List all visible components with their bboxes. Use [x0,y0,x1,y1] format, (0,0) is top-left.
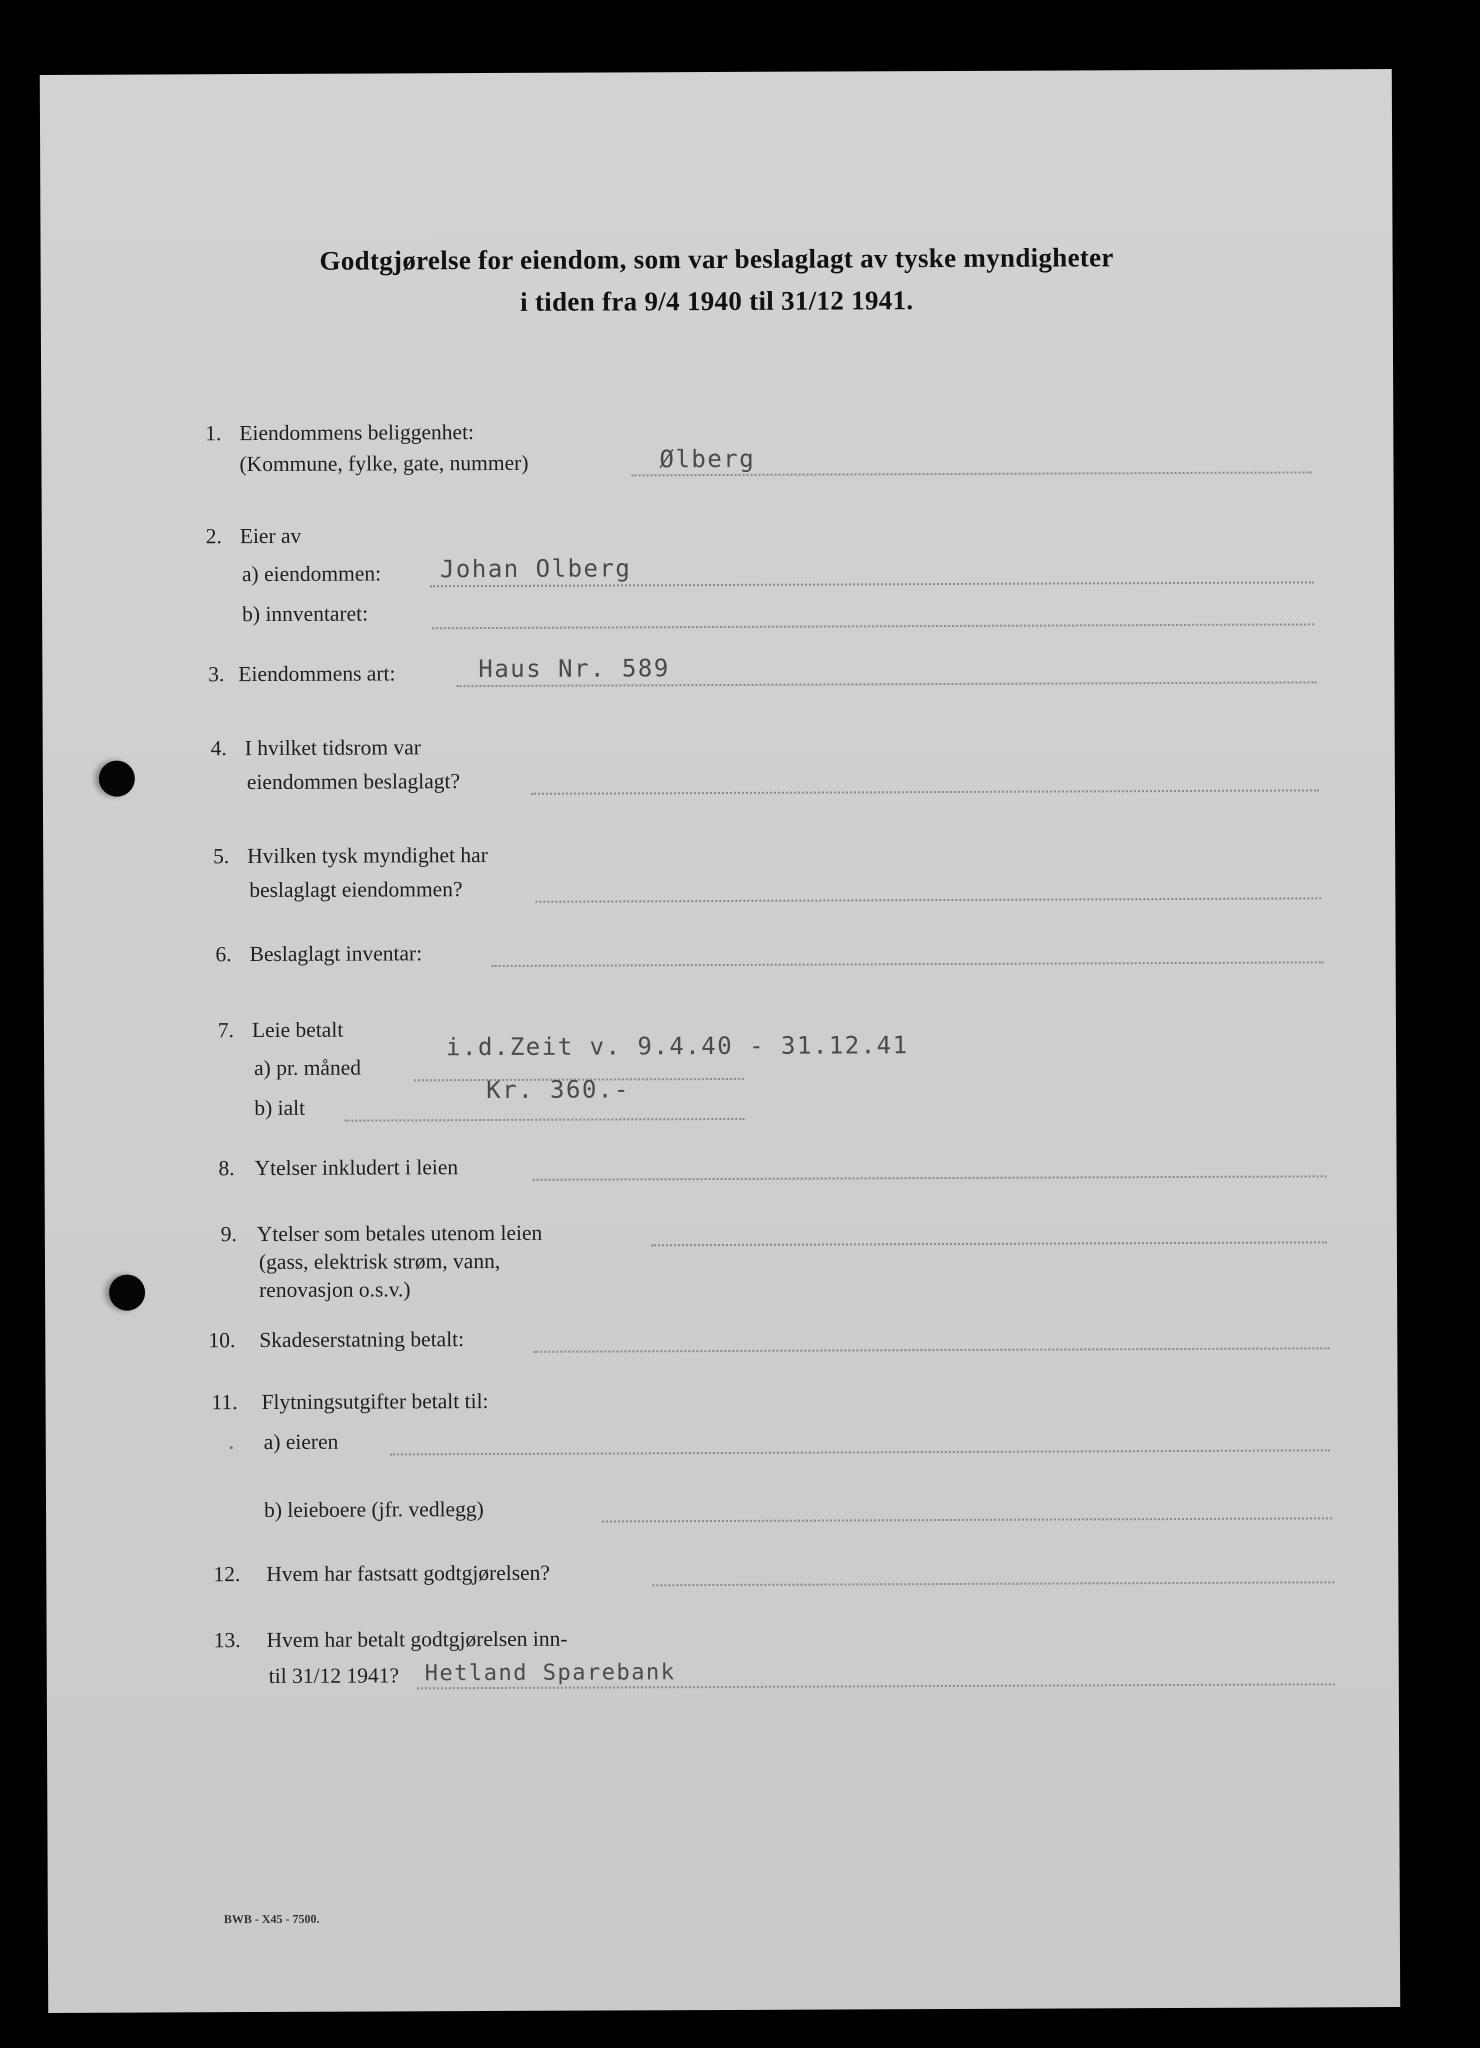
item-label: Hvilken tysk myndighet har [247,843,488,869]
item-label: Eiendommens art: [238,661,396,687]
item-label: Hvem har fastsatt godtgjørelsen? [266,1560,550,1586]
typed-answer: Ølberg [659,444,756,474]
form-page [40,69,1400,2013]
item-label: Eiendommens beliggenhet: [239,420,475,446]
answer-line [652,1581,1334,1586]
item-label: Ytelser som betales utenom leien [256,1220,543,1247]
item-label: Skadeserstatning betalt: [259,1327,465,1353]
typed-answer: Kr. 360.- [486,1075,630,1105]
item-label: Hvem har betalt godtgjørelsen inn- [266,1626,568,1652]
item-label: b) innventaret: [242,601,369,627]
item-number: 7. [217,1018,235,1043]
item-number: 10. [208,1328,236,1353]
typed-answer: i.d.Zeit v. 9.4.40 - 31.12.41 [445,1031,909,1062]
item-label: til 31/12 1941? [268,1663,400,1688]
item-label: Beslaglagt inventar: [249,941,423,967]
item-label: Flytningsutgifter betalt til: [261,1389,489,1415]
typed-answer: Haus Nr. 589 [478,654,670,684]
item-label: I hvilket tidsrom var [244,735,421,761]
item-label: Leie betalt [251,1017,344,1043]
item-label: a) pr. måned [254,1055,362,1081]
punch-hole [109,1275,145,1311]
form-title-line2: i tiden fra 9/4 1940 til 31/12 1941. [520,285,914,317]
answer-line [651,1241,1327,1246]
item-label: beslaglagt eiendommen? [249,877,463,903]
answer-line [531,789,1319,794]
item-number: 4. [210,736,227,761]
item-label: Ytelser inkludert i leien [254,1155,459,1181]
answer-line [390,1449,1330,1455]
printer-mark: BWB - X45 - 7500. [223,1911,320,1927]
item-number: 13. [213,1628,241,1653]
item-number: 2. [205,524,222,549]
item-number: 8. [218,1156,235,1181]
speck [230,1446,233,1449]
item-number: 6. [215,942,232,967]
item-label: a) eieren [263,1429,339,1454]
answer-line [432,623,1314,629]
item-number: 12. [213,1562,241,1587]
item-label: b) ialt [254,1095,306,1121]
answer-line [533,1347,1329,1352]
item-number: 9. [220,1222,237,1247]
punch-hole [99,761,135,797]
item-label: eiendommen beslaglagt? [246,769,461,795]
answer-line [492,961,1324,967]
item-label: (gass, elektrisk strøm, vann, [258,1248,501,1275]
typed-answer: Johan Olberg [439,554,632,584]
item-label: a) eiendommen: [241,561,382,587]
answer-line [535,897,1321,902]
answer-line [344,1118,744,1122]
item-number: 5. [213,844,230,869]
item-label: (Kommune, fylke, gate, nummer) [239,450,529,477]
item-label: b) leieboere (jfr. vedlegg) [263,1497,484,1522]
answer-line [602,1517,1332,1522]
item-number: 1. [205,421,222,446]
item-label: Eier av [239,523,302,549]
answer-line [533,1175,1327,1180]
typed-answer: Hetland Sparebank [424,1660,676,1687]
item-number: 11. [211,1390,238,1415]
item-label: renovasjon o.s.v.) [259,1277,411,1303]
form-title-line1: Godtgjørelse for eiendom, som var beslaglagt av tyske myndigheter [319,242,1114,276]
item-number: 3. [208,662,225,687]
